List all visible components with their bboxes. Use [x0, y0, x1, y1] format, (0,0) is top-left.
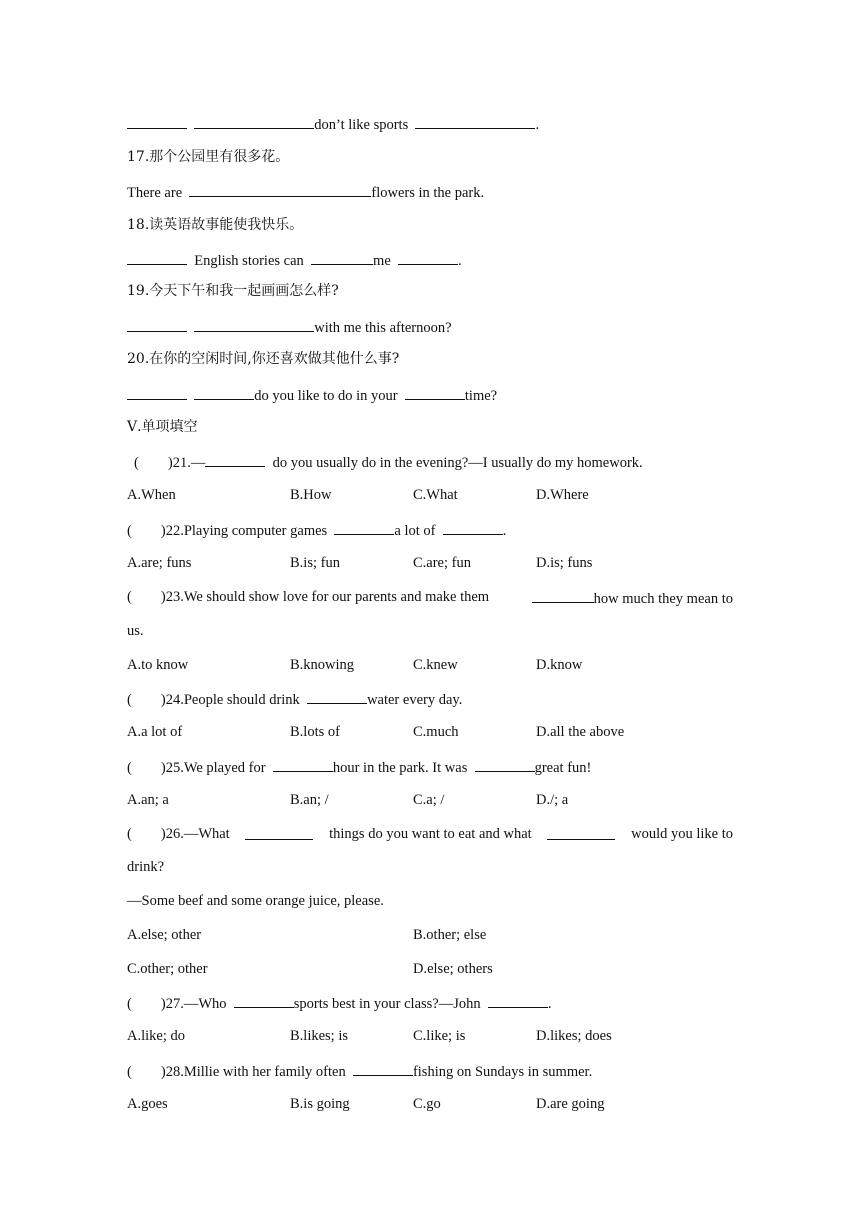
paren-open: ( — [134, 455, 139, 471]
q24-end: water every day. — [367, 692, 463, 708]
q27-num: 27.—Who — [165, 996, 227, 1012]
q21-text: do you usually do in the evening?—I usually do my homework. — [272, 455, 643, 471]
q26-paren — [127, 825, 230, 843]
q27-option-c[interactable]: C.like; is — [413, 1028, 466, 1044]
q21-num: 21.— — [172, 455, 206, 471]
q24-num: 24.People should drink — [165, 692, 300, 708]
q20-prompt: 20.在你的空闲时间,你还喜欢做其他什么事? — [127, 351, 400, 367]
answer-blank[interactable] — [127, 250, 187, 265]
q19-prompt: 19.今天下午和我一起画画怎么样? — [127, 283, 339, 299]
q26-num: 26.—What — [165, 826, 230, 842]
q22-stem — [127, 520, 506, 540]
q19-end: with me this afternoon? — [314, 320, 452, 336]
q28-option-b[interactable]: B.is going — [290, 1096, 350, 1112]
q22-mid: a lot of — [394, 523, 436, 539]
answer-blank[interactable] — [307, 689, 367, 704]
q28-num: 28.Millie with her family often — [165, 1064, 346, 1080]
q20-answer-line — [127, 385, 497, 405]
section-heading: Ⅴ.单项填空 — [127, 419, 198, 435]
answer-blank[interactable] — [273, 757, 333, 772]
q26-end: would you like to — [631, 826, 733, 842]
q22-option-a[interactable]: A.are; funs — [127, 555, 192, 571]
q25-option-b[interactable]: B.an; / — [290, 792, 329, 808]
q21-option-d[interactable]: D.Where — [536, 487, 589, 503]
answer-blank[interactable] — [189, 182, 371, 197]
q23-head — [127, 588, 489, 608]
answer-blank[interactable] — [547, 825, 615, 840]
paren-open: ( — [127, 760, 132, 776]
q28-end: fishing on Sundays in summer. — [412, 1064, 593, 1080]
answer-blank[interactable] — [205, 452, 265, 467]
answer-blank[interactable] — [234, 993, 294, 1008]
q21-option-c[interactable]: C.What — [413, 487, 458, 503]
q25-option-c[interactable]: C.a; / — [413, 792, 445, 808]
q21-stem — [134, 452, 643, 472]
answer-blank[interactable] — [127, 114, 187, 129]
q22-num: 22.Playing computer games — [165, 523, 328, 539]
paren-open: ( — [127, 996, 132, 1012]
answer-blank[interactable] — [194, 114, 314, 129]
q19-answer-line — [127, 317, 452, 337]
q18-text-b: me — [373, 253, 391, 269]
q23-option-d[interactable]: D.know — [536, 657, 583, 673]
punct: . — [502, 523, 507, 539]
q28-option-d[interactable]: D.are going — [536, 1096, 605, 1112]
q27-option-a[interactable]: A.like; do — [127, 1028, 185, 1044]
q23-cont: us. — [127, 623, 144, 639]
q17-prompt: 17.那个公园里有很多花。 — [127, 149, 290, 165]
q17-answer-line — [127, 182, 484, 202]
q25-stem — [127, 757, 591, 777]
answer-blank[interactable] — [488, 993, 548, 1008]
q20-end: time? — [464, 388, 498, 404]
punct: . — [547, 996, 552, 1012]
q23-stem — [127, 588, 733, 608]
answer-blank[interactable] — [127, 385, 187, 400]
q24-option-b[interactable]: B.lots of — [290, 724, 340, 740]
paren-open: ( — [127, 1064, 132, 1080]
q24-stem — [127, 689, 462, 709]
paren-close: ) — [160, 1064, 166, 1080]
q21-option-b[interactable]: B.How — [290, 487, 332, 503]
q23-option-a[interactable]: A.to know — [127, 657, 189, 673]
punct: . — [535, 117, 540, 133]
punct: . — [458, 253, 462, 269]
q21-option-a[interactable]: A.When — [127, 487, 176, 503]
q27-stem — [127, 993, 552, 1013]
answer-blank[interactable] — [311, 250, 373, 265]
answer-blank[interactable] — [475, 757, 535, 772]
answer-blank[interactable] — [245, 825, 313, 840]
q25-mid: hour in the park. It was — [332, 760, 468, 776]
q26-stem — [127, 825, 733, 843]
answer-blank[interactable] — [194, 317, 314, 332]
answer-blank[interactable] — [398, 250, 458, 265]
q27-mid: sports best in your class?—John — [293, 996, 481, 1012]
paren-close: ) — [160, 996, 166, 1012]
answer-blank[interactable] — [127, 317, 187, 332]
paren-open: ( — [127, 589, 132, 605]
answer-blank[interactable] — [415, 114, 535, 129]
q23-option-c[interactable]: C.knew — [413, 657, 458, 673]
q23-end: how much they mean to — [593, 591, 733, 607]
answer-blank[interactable] — [443, 520, 503, 535]
q23-option-b[interactable]: B.knowing — [290, 657, 355, 673]
q26-option-c[interactable]: C.other; other — [127, 961, 208, 977]
q16-answer-line — [127, 114, 539, 134]
answer-blank[interactable] — [405, 385, 465, 400]
q18-text-a: English stories can — [194, 253, 304, 269]
q28-option-c[interactable]: C.go — [413, 1096, 441, 1112]
q23-num: 23.We should show love for our parents and make them — [165, 589, 490, 605]
q28-stem — [127, 1061, 592, 1081]
q24-option-a[interactable]: A.a lot of — [127, 724, 183, 740]
q18-answer-line — [127, 250, 462, 270]
q26-option-b[interactable]: B.other; else — [413, 927, 487, 943]
q28-option-a[interactable]: A.goes — [127, 1096, 168, 1112]
q18-prompt: 18.读英语故事能使我快乐。 — [127, 217, 304, 233]
paren-open: ( — [127, 826, 132, 842]
paren-close: ) — [160, 589, 166, 605]
q20-mid: do you like to do in your — [254, 388, 398, 404]
paren-close: ) — [160, 523, 166, 539]
q25-option-d[interactable]: D./; a — [536, 792, 569, 808]
q27-option-d[interactable]: D.likes; does — [536, 1028, 612, 1044]
answer-blank[interactable] — [353, 1061, 413, 1076]
q26-mid: things do you want to eat and what — [329, 826, 532, 842]
paren-close: ) — [160, 760, 166, 776]
q26-option-a[interactable]: A.else; other — [127, 927, 202, 943]
q25-option-a[interactable]: A.an; a — [127, 792, 169, 808]
q24-option-c[interactable]: C.much — [413, 724, 459, 740]
q16-text: don’t like sports — [314, 117, 409, 133]
paren-close: ) — [160, 692, 166, 708]
q22-option-c[interactable]: C.are; fun — [413, 555, 471, 571]
q27-option-b[interactable]: B.likes; is — [290, 1028, 349, 1044]
q22-option-d[interactable]: D.is; funs — [536, 555, 593, 571]
q26-answer: —Some beef and some orange juice, please. — [127, 893, 384, 909]
q23-tail — [532, 588, 733, 608]
paren-close: ) — [160, 826, 166, 842]
answer-blank[interactable] — [334, 520, 394, 535]
q17-start: There are — [127, 185, 183, 201]
q25-num: 25.We played for — [165, 760, 266, 776]
paren-close: ) — [167, 455, 173, 471]
q26-cont: drink? — [127, 859, 165, 875]
q24-option-d[interactable]: D.all the above — [536, 724, 625, 740]
answer-blank[interactable] — [532, 588, 594, 603]
paren-open: ( — [127, 692, 132, 708]
answer-blank[interactable] — [194, 385, 254, 400]
q25-end: great fun! — [534, 760, 592, 776]
q22-option-b[interactable]: B.is; fun — [290, 555, 340, 571]
q26-option-d[interactable]: D.else; others — [413, 961, 493, 977]
q17-end: flowers in the park. — [371, 185, 485, 201]
paren-open: ( — [127, 523, 132, 539]
